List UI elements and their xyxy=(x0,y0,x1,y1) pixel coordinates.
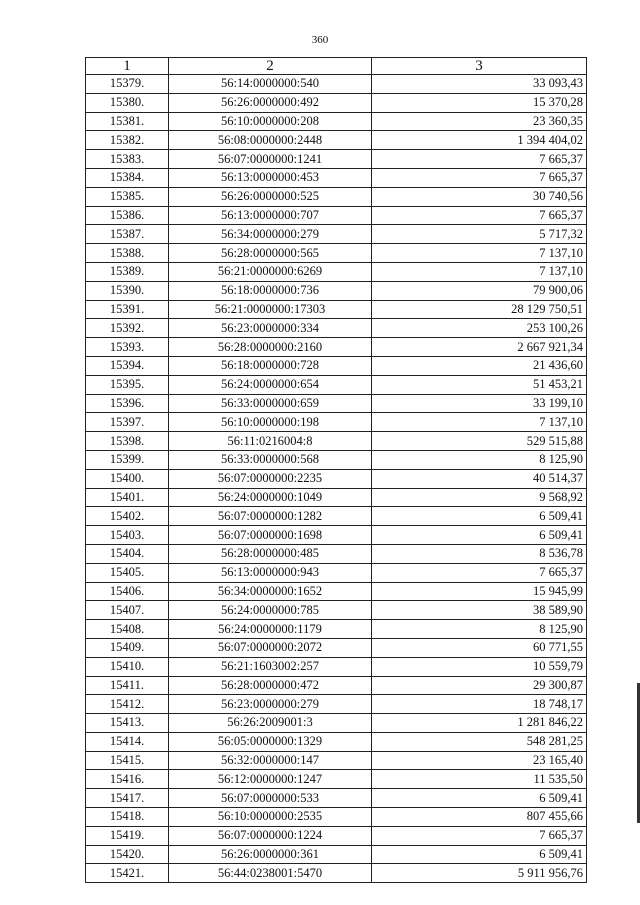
row-value: 9 568,92 xyxy=(372,488,587,507)
cadastral-number: 56:21:0000000:6269 xyxy=(169,262,372,281)
cadastral-number: 56:26:0000000:492 xyxy=(169,93,372,112)
table-row xyxy=(86,394,587,413)
row-value: 6 509,41 xyxy=(372,507,587,526)
table-row xyxy=(86,638,587,657)
row-value: 5 717,32 xyxy=(372,225,587,244)
row-number: 15379. xyxy=(86,75,169,94)
row-value: 29 300,87 xyxy=(372,676,587,695)
table-row xyxy=(86,187,587,206)
row-number: 15387. xyxy=(86,225,169,244)
row-value: 11 535,50 xyxy=(372,770,587,789)
cadastral-number: 56:28:0000000:485 xyxy=(169,544,372,563)
cadastral-number: 56:05:0000000:1329 xyxy=(169,732,372,751)
row-value: 7 665,37 xyxy=(372,826,587,845)
row-value: 548 281,25 xyxy=(372,732,587,751)
row-number: 15384. xyxy=(86,168,169,187)
row-value: 23 165,40 xyxy=(372,751,587,770)
row-number: 15407. xyxy=(86,601,169,620)
table-row xyxy=(86,93,587,112)
table-row xyxy=(86,695,587,714)
table-row xyxy=(86,356,587,375)
row-value: 15 945,99 xyxy=(372,582,587,601)
table-row xyxy=(86,432,587,451)
row-value: 28 129 750,51 xyxy=(372,300,587,319)
row-value: 23 360,35 xyxy=(372,112,587,131)
row-value: 1 281 846,22 xyxy=(372,714,587,733)
row-number: 15389. xyxy=(86,262,169,281)
table-row xyxy=(86,300,587,319)
cadastral-number: 56:28:0000000:2160 xyxy=(169,338,372,357)
row-number: 15412. xyxy=(86,695,169,714)
cadastral-number: 56:07:0000000:2235 xyxy=(169,469,372,488)
row-value: 6 509,41 xyxy=(372,789,587,808)
row-value: 1 394 404,02 xyxy=(372,131,587,150)
cadastral-number: 56:10:0000000:198 xyxy=(169,413,372,432)
table-row xyxy=(86,826,587,845)
cadastral-number: 56:44:0238001:5470 xyxy=(169,864,372,883)
table-row xyxy=(86,657,587,676)
row-number: 15411. xyxy=(86,676,169,695)
row-number: 15418. xyxy=(86,808,169,827)
row-number: 15394. xyxy=(86,356,169,375)
table-row xyxy=(86,732,587,751)
row-number: 15391. xyxy=(86,300,169,319)
cadastral-number: 56:26:0000000:361 xyxy=(169,845,372,864)
table-row xyxy=(86,582,587,601)
cadastral-number: 56:12:0000000:1247 xyxy=(169,770,372,789)
row-value: 7 137,10 xyxy=(372,413,587,432)
table-row xyxy=(86,450,587,469)
row-value: 7 665,37 xyxy=(372,563,587,582)
row-value: 33 093,43 xyxy=(372,75,587,94)
row-number: 15393. xyxy=(86,338,169,357)
row-value: 253 100,26 xyxy=(372,319,587,338)
cadastral-number: 56:23:0000000:279 xyxy=(169,695,372,714)
table-row xyxy=(86,319,587,338)
row-number: 15390. xyxy=(86,281,169,300)
row-value: 7 137,10 xyxy=(372,262,587,281)
row-number: 15403. xyxy=(86,526,169,545)
row-value: 40 514,37 xyxy=(372,469,587,488)
cadastral-number: 56:26:0000000:525 xyxy=(169,187,372,206)
row-value: 8 125,90 xyxy=(372,620,587,639)
row-value: 7 665,37 xyxy=(372,206,587,225)
row-number: 15395. xyxy=(86,375,169,394)
row-number: 15414. xyxy=(86,732,169,751)
table-row xyxy=(86,338,587,357)
row-number: 15417. xyxy=(86,789,169,808)
table-row xyxy=(86,413,587,432)
table-row xyxy=(86,244,587,263)
row-value: 8 125,90 xyxy=(372,450,587,469)
row-number: 15382. xyxy=(86,131,169,150)
table-row xyxy=(86,789,587,808)
cadastral-number: 56:24:0000000:1179 xyxy=(169,620,372,639)
row-number: 15399. xyxy=(86,450,169,469)
table-row xyxy=(86,131,587,150)
row-value: 529 515,88 xyxy=(372,432,587,451)
row-number: 15381. xyxy=(86,112,169,131)
row-number: 15406. xyxy=(86,582,169,601)
row-value: 21 436,60 xyxy=(372,356,587,375)
cadastral-number: 56:28:0000000:565 xyxy=(169,244,372,263)
row-number: 15400. xyxy=(86,469,169,488)
table-row xyxy=(86,225,587,244)
cadastral-number: 56:24:0000000:654 xyxy=(169,375,372,394)
row-value: 60 771,55 xyxy=(372,638,587,657)
row-number: 15383. xyxy=(86,150,169,169)
cadastral-number: 56:21:0000000:17303 xyxy=(169,300,372,319)
cadastral-number: 56:07:0000000:1241 xyxy=(169,150,372,169)
page-number: 360 xyxy=(311,34,329,46)
row-value: 18 748,17 xyxy=(372,695,587,714)
table-row xyxy=(86,526,587,545)
table-row xyxy=(86,845,587,864)
row-value: 807 455,66 xyxy=(372,808,587,827)
cadastral-number: 56:07:0000000:533 xyxy=(169,789,372,808)
row-number: 15401. xyxy=(86,488,169,507)
cadastral-number: 56:10:0000000:2535 xyxy=(169,808,372,827)
row-number: 15416. xyxy=(86,770,169,789)
cadastral-number: 56:34:0000000:279 xyxy=(169,225,372,244)
cadastral-number: 56:24:0000000:785 xyxy=(169,601,372,620)
table-row xyxy=(86,206,587,225)
row-value: 5 911 956,76 xyxy=(372,864,587,883)
cadastral-number: 56:07:0000000:1224 xyxy=(169,826,372,845)
row-number: 15421. xyxy=(86,864,169,883)
cadastral-number: 56:08:0000000:2448 xyxy=(169,131,372,150)
table-row xyxy=(86,507,587,526)
cadastral-number: 56:21:1603002:257 xyxy=(169,657,372,676)
table-row xyxy=(86,563,587,582)
row-number: 15388. xyxy=(86,244,169,263)
row-number: 15410. xyxy=(86,657,169,676)
table-row xyxy=(86,262,587,281)
cadastral-number: 56:13:0000000:943 xyxy=(169,563,372,582)
row-value: 51 453,21 xyxy=(372,375,587,394)
cadastral-number: 56:14:0000000:540 xyxy=(169,75,372,94)
row-number: 15413. xyxy=(86,714,169,733)
cadastral-number: 56:11:0216004:8 xyxy=(169,432,372,451)
row-value: 7 665,37 xyxy=(372,150,587,169)
cadastral-number: 56:18:0000000:736 xyxy=(169,281,372,300)
table-body xyxy=(86,75,587,883)
cadastral-number: 56:13:0000000:707 xyxy=(169,206,372,225)
table-row xyxy=(86,808,587,827)
cadastral-number: 56:07:0000000:2072 xyxy=(169,638,372,657)
row-number: 15408. xyxy=(86,620,169,639)
cadastral-number: 56:18:0000000:728 xyxy=(169,356,372,375)
cadastral-number: 56:07:0000000:1282 xyxy=(169,507,372,526)
table-row xyxy=(86,601,587,620)
column-header-3: 3 xyxy=(372,58,587,75)
table-row xyxy=(86,714,587,733)
row-value: 7 665,37 xyxy=(372,168,587,187)
row-value: 10 559,79 xyxy=(372,657,587,676)
table-header-row xyxy=(86,58,587,75)
table-row xyxy=(86,676,587,695)
table-row xyxy=(86,620,587,639)
table-row xyxy=(86,112,587,131)
table-row xyxy=(86,375,587,394)
column-header-2: 2 xyxy=(169,58,372,75)
row-value: 30 740,56 xyxy=(372,187,587,206)
column-header-1: 1 xyxy=(86,58,169,75)
cadastral-number: 56:33:0000000:568 xyxy=(169,450,372,469)
cadastral-number: 56:10:0000000:208 xyxy=(169,112,372,131)
row-value: 33 199,10 xyxy=(372,394,587,413)
row-number: 15392. xyxy=(86,319,169,338)
row-number: 15409. xyxy=(86,638,169,657)
row-value: 38 589,90 xyxy=(372,601,587,620)
row-value: 2 667 921,34 xyxy=(372,338,587,357)
table-row xyxy=(86,751,587,770)
row-number: 15398. xyxy=(86,432,169,451)
cadastral-number: 56:07:0000000:1698 xyxy=(169,526,372,545)
row-value: 15 370,28 xyxy=(372,93,587,112)
cadastral-number: 56:13:0000000:453 xyxy=(169,168,372,187)
row-number: 15402. xyxy=(86,507,169,526)
row-number: 15404. xyxy=(86,544,169,563)
row-number: 15386. xyxy=(86,206,169,225)
cadastral-number: 56:32:0000000:147 xyxy=(169,751,372,770)
row-number: 15419. xyxy=(86,826,169,845)
row-number: 15397. xyxy=(86,413,169,432)
row-value: 8 536,78 xyxy=(372,544,587,563)
table-row xyxy=(86,544,587,563)
cadastral-number: 56:34:0000000:1652 xyxy=(169,582,372,601)
row-number: 15385. xyxy=(86,187,169,206)
table-row xyxy=(86,864,587,883)
cadastral-number: 56:23:0000000:334 xyxy=(169,319,372,338)
row-number: 15396. xyxy=(86,394,169,413)
row-value: 7 137,10 xyxy=(372,244,587,263)
row-number: 15380. xyxy=(86,93,169,112)
cadastral-number: 56:24:0000000:1049 xyxy=(169,488,372,507)
row-value: 6 509,41 xyxy=(372,845,587,864)
cadastral-number: 56:28:0000000:472 xyxy=(169,676,372,695)
row-value: 6 509,41 xyxy=(372,526,587,545)
data-table xyxy=(85,57,587,883)
table-row xyxy=(86,75,587,94)
table-row xyxy=(86,488,587,507)
row-number: 15405. xyxy=(86,563,169,582)
cadastral-number: 56:33:0000000:659 xyxy=(169,394,372,413)
row-number: 15415. xyxy=(86,751,169,770)
table-row xyxy=(86,150,587,169)
table-row xyxy=(86,281,587,300)
table-row xyxy=(86,168,587,187)
table-row xyxy=(86,770,587,789)
row-value: 79 900,06 xyxy=(372,281,587,300)
table-row xyxy=(86,469,587,488)
cadastral-number: 56:26:2009001:3 xyxy=(169,714,372,733)
row-number: 15420. xyxy=(86,845,169,864)
